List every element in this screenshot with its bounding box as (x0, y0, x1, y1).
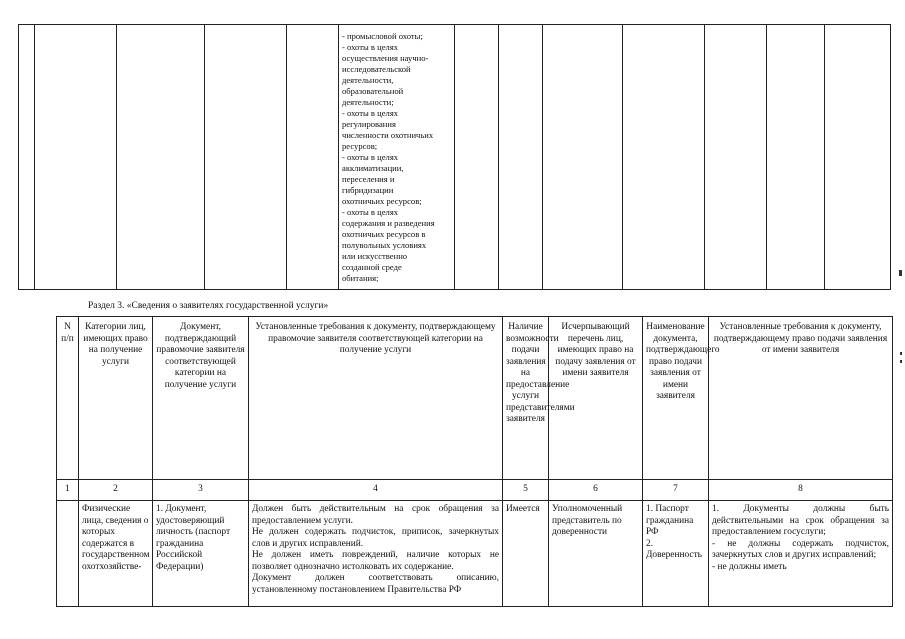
requirement-line: Документ должен соответствовать описанию, установленному постановлением Правительства РФ (252, 573, 499, 595)
hunting-type-line: осуществления научно- (342, 53, 429, 63)
hunting-type-line: исследовательской (342, 64, 411, 74)
hunting-type-line: содержания и разведения (342, 218, 435, 228)
column-number: 8 (709, 480, 893, 501)
cont-cell-11 (705, 25, 767, 290)
hunting-type-line: регулирования (342, 119, 396, 129)
hunting-type-line: - охоты в целях (342, 152, 399, 162)
hunting-type-line: деятельности, (342, 75, 394, 85)
column-number: 2 (79, 480, 153, 501)
hunting-type-line: - охоты в целях (342, 108, 399, 118)
scan-mark (900, 352, 902, 355)
hunting-type-line: акклиматизации, (342, 163, 404, 173)
cont-cell-10 (623, 25, 705, 290)
hunting-type-line: обитания; (342, 273, 379, 283)
column-number: 4 (249, 480, 503, 501)
column-number: 7 (643, 480, 709, 501)
column-number: 6 (549, 480, 643, 501)
row-persons-list: Уполномоченный представитель по доверенности (549, 501, 643, 607)
cont-cell-9 (543, 25, 623, 290)
header-authority-doc: Наименование документа, подтверждающего право подачи заявления от имени заявителя (643, 317, 709, 480)
table-row (57, 501, 893, 607)
header-num: N п/п (57, 317, 79, 480)
authority-doc-line: 1. Паспорт гражданина РФ (646, 504, 694, 537)
continuation-table (18, 24, 891, 290)
hunting-type-line: образовательной (342, 86, 404, 96)
cont-cell-7 (455, 25, 499, 290)
row-category: Физические лица, сведения о которых содержатся в государственном охотхозяйстве- (79, 501, 153, 607)
section-title: Раздел 3. «Сведения о заявителях государственной услуги» (88, 301, 329, 311)
hunting-type-line: полувольных условиях (342, 240, 427, 250)
header-representative: Наличие возможности подачи заявления на предоставление услуги представителями заявителя (503, 317, 549, 480)
cont-cell-3 (117, 25, 205, 290)
column-number: 3 (153, 480, 249, 501)
cont-cell-12 (767, 25, 825, 290)
scan-mark (900, 360, 902, 363)
requirement-line: Не должен содержать подчисток, приписок, зачеркнутых слов и других исправлений. (252, 527, 499, 549)
hunting-type-line: созданной среде (342, 262, 402, 272)
cont-cell-4 (205, 25, 287, 290)
header-category: Категории лиц, имеющих право на получение услуги (79, 317, 153, 480)
hunting-type-line: гибридизации (342, 185, 394, 195)
hunting-type-line: охотничьих ресурсов; (342, 196, 422, 206)
hunting-types-cell (339, 25, 455, 290)
cont-cell-13 (825, 25, 891, 290)
authority-requirement-line: - не должны иметь (712, 561, 787, 572)
hunting-type-line: - охоты в целях (342, 207, 399, 217)
applicants-table (56, 316, 893, 607)
row-document: 1. Документ, удостоверяющий личность (паспорт гражданина Российской Федерации) (153, 501, 249, 607)
column-number: 1 (57, 480, 79, 501)
header-document: Документ, подтверждающий правомочие заявителя соответствующей категории на получение услуги (153, 317, 249, 480)
cont-cell-8 (499, 25, 543, 290)
cont-cell-2 (35, 25, 117, 290)
row-num (57, 501, 79, 607)
hunting-type-line: ресурсов; (342, 141, 378, 151)
cont-cell-5 (287, 25, 339, 290)
hunting-type-line: деятельности; (342, 97, 394, 107)
hunting-type-line: переселения и (342, 174, 395, 184)
hunting-types-list (342, 31, 451, 284)
table-header-row (57, 317, 893, 480)
authority-requirement-line: 1. Документы должны быть действительными на срок обращения за предоставлением госуслуги; (712, 504, 889, 537)
column-numbers-row (57, 480, 893, 501)
cont-cell-1 (19, 25, 35, 290)
row-representative: Имеется (503, 501, 549, 607)
header-persons-list: Исчерпывающий перечень лиц, имеющих право на подачу заявления от имени заявителя (549, 317, 643, 480)
requirement-line: Не должен иметь повреждений, наличие которых не позволяет однозначно истолковать их содержание. (252, 550, 499, 572)
row-requirements (249, 501, 503, 607)
hunting-type-line: - промысловой охоты; (342, 31, 423, 41)
row-authority-doc (643, 501, 709, 607)
row-authority-requirements (709, 501, 893, 607)
hunting-type-line: - охоты в целях (342, 42, 399, 52)
header-requirements: Установленные требования к документу, подтверждающему правомочие заявителя соответствующей категории на получение услуги (249, 317, 503, 480)
hunting-type-line: охотничьих ресурсов в (342, 229, 426, 239)
hunting-type-line: или искусственно (342, 251, 408, 261)
header-authority-requirements: Установленные требования к документу, подтверждающему право подачи заявления от имени заявителя (709, 317, 893, 480)
authority-doc-line: 2. Доверенность (646, 538, 702, 560)
hunting-type-line: численности охотничьих (342, 130, 434, 140)
requirement-line: Должен быть действительным на срок обращения за предоставлением услуги. (252, 504, 499, 526)
column-number: 5 (503, 480, 549, 501)
scan-mark (899, 270, 902, 276)
authority-requirement-line: - не должны содержать подчисток, зачеркнутых слов и других исправлений; (712, 538, 889, 560)
